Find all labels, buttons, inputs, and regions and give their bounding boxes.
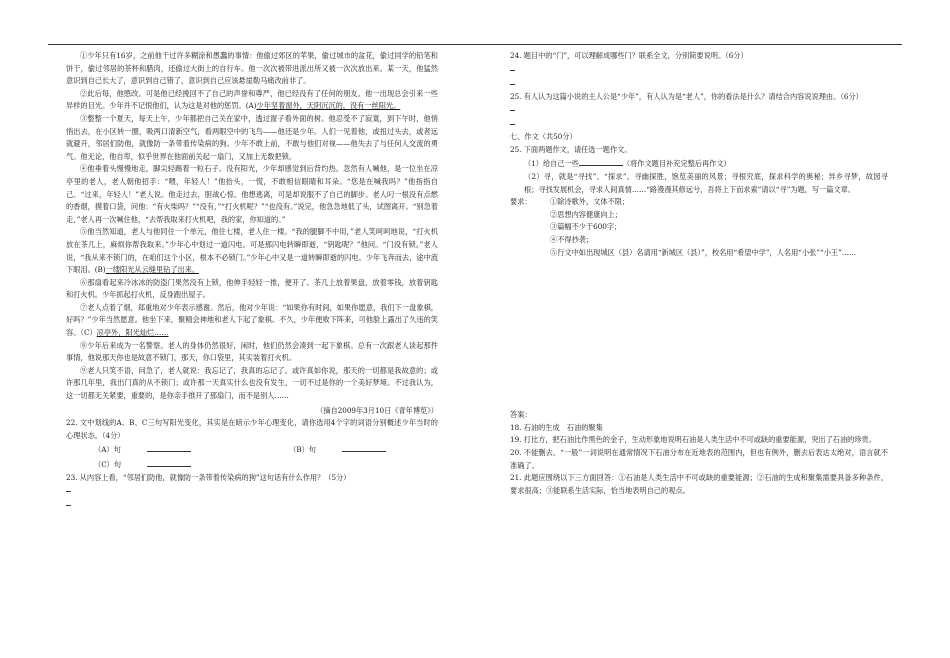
- answer-line: [510, 77, 888, 91]
- requirement-item: ①除诗歌外，文体不限；: [550, 197, 630, 207]
- answer-18: 18. 石油的生成 石油的聚集: [510, 422, 603, 432]
- spacer: [510, 259, 888, 409]
- question-22: 22. 文中划线的A、B、C三句写阳光变化，其实是在暗示少年心理变化，请你选用4个字的词语分别概述少年当时的心理状态。（4分）: [66, 418, 438, 440]
- answer-blank-b[interactable]: [342, 442, 386, 452]
- paragraph-6: ⑥那扇看起来冷冰冰的防盗门果然没有上锁，他伸手轻轻一推，便开了。茶几上放着果盘，放着零钱，放着钥匙和打火机。少年抓起打火机，反身跑出屋子。: [66, 277, 438, 300]
- header-rule: [48, 44, 902, 45]
- paragraph-8: ⑧少年后来成为一名警察。老人的身体仍然很好，闲时，他们仍然会凑到一起下象棋。总有一次跟老人谈起那件事情，他说那天你也是故意不锁门，那天，你口袋里，其实装着打火机。: [66, 340, 438, 363]
- answer-20: 20. 不能删去。“一般”一词说明在通常情况下石油分布在近地表的范围内，但也有例外，删去后表达太绝对，语言就不准确了。: [510, 447, 888, 470]
- requirement-item: ⑤行文中如出现城区（县）名请用“新城区（县）”，校名用“希望中学”，人名用“小张”“小王”……: [550, 247, 857, 257]
- question-25: 25. 有人认为这篇小说的主人公是“少年”，有人认为是“老人”，你的看法是什么？请结合内容说说理由。（6分）: [510, 91, 863, 101]
- answer-blank-a[interactable]: [147, 442, 191, 452]
- right-column: [510, 50, 888, 497]
- title-blank[interactable]: [579, 156, 623, 166]
- paragraph-4: ④他垂着头慢慢地走，脚尖轻踢着一粒石子。没有阳光，少年却感觉到后背灼热。忽然有人喊他，是一位坐在凉亭里的老人，老人朝他招手：“喂，年轻人！”他抬头，一慌，不敢相信眼睛和耳朵。“您是在喊我吗？”他指指自己。“过来，年轻人！”老人说。他走过去，胆战心惊。他想逃离，可是却说服不了自己的脚步。老人叼一根没有点燃的香烟，摸着口袋，问他：“有火柴吗？”“没有，”“打火机呢？”“也没有。”说完，他急急地低了头，试图离开。“别急着走，”老人再一次喊住他，“去帮我取来打火机吧，我的家，你知道的。”: [66, 164, 438, 224]
- left-column: [66, 50, 438, 512]
- section-composition: 七、作文（共50分）: [510, 132, 577, 142]
- paragraph-1: ①少年只有16岁，之前他干过许多糊涂和愚蠢的事情：他偷过郊区的苹果，偷过城市的盆花，偷过同学的铅笔和饼干，偷过邻居的茶杯和腊肉，还偷过大街上的自行车。他一次次被带进派出所又被一次次放出来。某一天，他猛然意识到自己长大了，意识到自己错了，意识到自己应该悬崖勒马痛改前非了。: [66, 51, 438, 86]
- requirement-item: ④不得抄袭；: [550, 234, 594, 244]
- paragraph-7-text: ⑦老人点着了烟，郑重地对少年表示感谢。然后，他对少年说：“如果你有时间，如果你愿意，我们下一盘象棋，好吗？”少年当然愿意。他坐下来，聚精会神地和老人下起了象棋。不久，少年便败下阵来，可他脸上露出了久违的笑容。（C）: [66, 302, 438, 338]
- answer-line: [510, 117, 888, 131]
- q22-option-b: （B）句: [289, 442, 412, 457]
- question-22-options: [66, 442, 438, 471]
- q22-option-c: （C）句: [94, 457, 217, 472]
- answer-line: [66, 498, 438, 512]
- question-24: 24. 题目中的“门”，可以理解成哪些门？联系全文，分别简要说明。（6分）: [510, 51, 748, 60]
- sentence-a: 少年坚着窗外，天阴沉沉的，没有一丝阳光。: [256, 101, 401, 111]
- sentence-c: 凉亭外，阳光灿烂……: [96, 328, 169, 338]
- composition-option-1: （1）给自己一些 （将作文题目补充完整后再作文）: [510, 156, 888, 171]
- answer-line: [510, 103, 888, 117]
- paragraph-5: [66, 226, 438, 276]
- requirements-list: [550, 196, 856, 259]
- paragraph-3: ③整整一个夏天，每天上午，少年都把自己关在家中，透过窗子看外面的树。他忍受不了寂寞，到下午时，他悄悄出去，在小区转一圈，吸两口清新空气，看两眼空中的飞鸟——他还是少年。人们一见着他，或扭过头去，或者远就避开，邻居们防他，就像防一条带着传染病的狗。少年不敢上前，不敢与他们对视——他失去了与任何人交流的勇气。他无论，他自卑，似乎世界在他面前关起一扇门，又加上无数把锁。: [66, 113, 438, 161]
- question-23: 23. 从内容上看，“邻居们防他，就像防一条带着传染病的狗”这句话有什么作用？（5分）: [66, 472, 351, 482]
- answer-21: 21. 此题应围绕以下三方面回答：①石油是人类生活中不可或缺的重要能源；②石油的生成和聚集需要具备多种条件，要求很高；③能联系生活实际，恰当地表明自己的观点。: [510, 473, 888, 495]
- paragraph-7: [66, 302, 438, 340]
- requirements-label: 要求：: [510, 197, 532, 207]
- answer-line: [66, 484, 438, 498]
- q22-option-a: （A）句: [94, 442, 217, 457]
- question-25-composition: 25. 下面两题作文，请任选一题作文。: [510, 144, 632, 154]
- requirements: [510, 196, 888, 259]
- paragraph-5-text: ⑤他当然知道，老人与他同住一个单元，他住七楼，老人住一楼。“我的腿脚不中用，”老人笑呵呵地说，“打火机放在茶几上，麻烦你帮我取来。”少年心中划过一道闪电。可是那闪电转瞬即逝，“钥匙呢？”他问。“门没有锁。”老人说，“我从来不锁门的，在咱们这个小区，根本不必锁门。”少年心中又是一道转瞬即逝的闪电。少年飞奔而去，途中流下眼泪。(B): [66, 227, 438, 275]
- composition-option-2: （2）寻，就是“寻找”、“探求”。寻幽探胜，饱览美丽的风景；寻根究底，探求科学的奥秘；异乡寻梦，故园寻根；寻找发展机会，寻求人间真情……“路漫漫其修远兮，吾将上下而求索”请以“寻”为题，写一篇文章。: [524, 171, 888, 194]
- source-citation: （摘自2009年3月10日《青年博览》）: [316, 405, 438, 415]
- requirement-item: ③篇幅不少于600字；: [550, 222, 622, 232]
- answer-19: 19. 打比方，把石油比作黑色的金子，生动形象地说明石油是人类生活中不可或缺的重要能源，突出了石油的珍贵。: [510, 435, 876, 445]
- answer-line: [510, 63, 888, 77]
- paragraph-9: ⑨老人只笑不语，问急了，老人就说：我忘记了，我真的忘记了。或许真如你说，那天的一切都是我故意的；或许那几年里，我出门真的从不锁门；或许那一天真实什么也没有发生，一切不过是你的一个美好梦境。不过我认为，这一切都无关紧要，重要的，是你亲手推开了那扇门，而不是别人……: [66, 365, 438, 401]
- answer-blank-c[interactable]: [147, 457, 191, 467]
- paragraph-2: [66, 88, 438, 113]
- sentence-b: 一缕阳光从云缝里钻了出来。: [105, 265, 200, 275]
- requirement-item: ②思想内容健康向上；: [550, 209, 622, 219]
- answers-label: 答案：: [510, 410, 532, 420]
- paragraph-2-text: ②此后每，他愍改。可是他已经挽回不了自己的声誉和尊严，他已经没有了任何的朋友。他一出现总会引来一些异样的目光。少年并不记恨他们，认为这是对他的惩罚。(A): [66, 88, 438, 111]
